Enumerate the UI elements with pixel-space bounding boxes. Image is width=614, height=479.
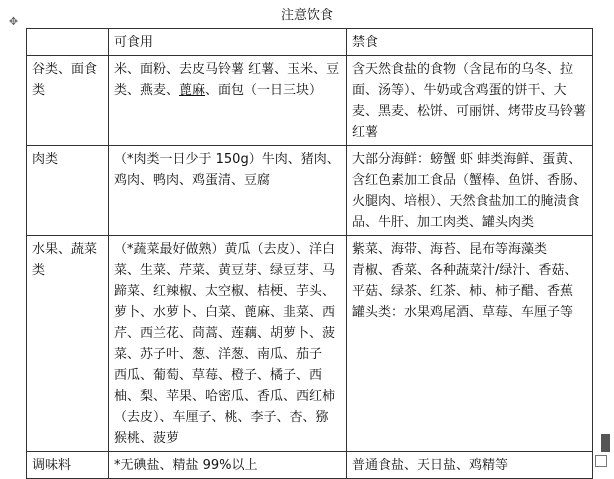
table-row (27, 56, 593, 146)
allowed-text: 米、面粉、去皮马铃薯 红薯、玉米、豆类、燕麦、 (114, 62, 340, 98)
allowed-underlined-text: 蓖麻 (179, 83, 206, 98)
table-resize-icon[interactable] (595, 455, 607, 467)
allowed-cell: （*蔬菜最好做熟）黄瓜（去皮）、洋白菜、生菜、芹菜、黄豆芽、绿豆芽、马蹄菜、红辣椒、太空椒、桔梗、芋头、萝卜、水萝卜、白菜、蓖麻、韭菜、西芹、西兰花、茼蒿、莲藕、胡萝卜、菠菜、苏子叶、葱、洋葱、南瓜、茄子 西瓜、葡萄、草莓、橙子、橘子、西柚、梨、苹果、哈密瓜、香瓜、西红柿（去皮）、车厘子、桃、李子、杏、猕猴桃、菠萝 (109, 236, 347, 452)
allowed-text-tail: 、面包（一日三块） (205, 83, 323, 98)
diet-table (26, 28, 593, 479)
header-blank (27, 29, 109, 56)
table-row (27, 146, 593, 236)
header-forbidden: 禁食 (347, 29, 593, 56)
forbidden-cell: 紫菜、海带、海苔、昆布等海藻类 青椒、香菜、各种蔬菜汁/绿汁、香菇、平菇、绿茶、红茶、柿、柿子醋、香蕉 罐头类：水果鸡尾酒、草莓、车厘子等 (347, 236, 593, 452)
allowed-cell: （*肉类一日少于 150g）牛肉、猪肉、鸡肉、鸭肉、鸡蛋清、豆腐 (109, 146, 347, 236)
allowed-cell: *无碘盐、精盐 99%以上 (109, 452, 347, 479)
scroll-marker[interactable] (601, 434, 610, 452)
header-allowed: 可食用 (109, 29, 347, 56)
table-header-row (27, 29, 593, 56)
category-cell: 谷类、面食类 (27, 56, 109, 146)
forbidden-cell: 含天然食盐的食物（含昆布的乌冬、拉面、汤等）、牛奶或含鸡蛋的饼干、大麦、黑麦、松饼、可丽饼、烤带皮马铃薯红薯 (347, 56, 593, 146)
forbidden-cell: 大部分海鲜：螃蟹 虾 蚌类海鲜、蛋黄、含红色素加工食品（蟹棒、鱼饼、香肠、火腿肉、培根）、天然食盐加工的腌渍食品、牛肝、加工肉类、罐头肉类 (347, 146, 593, 236)
category-cell: 调味料 (27, 452, 109, 479)
table-row (27, 236, 593, 452)
forbidden-cell: 普通食盐、天日盐、鸡精等 (347, 452, 593, 479)
table-row (27, 452, 593, 479)
page-title: 注意饮食 (280, 8, 333, 23)
allowed-cell (109, 56, 347, 146)
move-cross-icon[interactable]: ✥ (8, 15, 19, 28)
category-cell: 肉类 (27, 146, 109, 236)
category-cell: 水果、蔬菜类 (27, 236, 109, 452)
